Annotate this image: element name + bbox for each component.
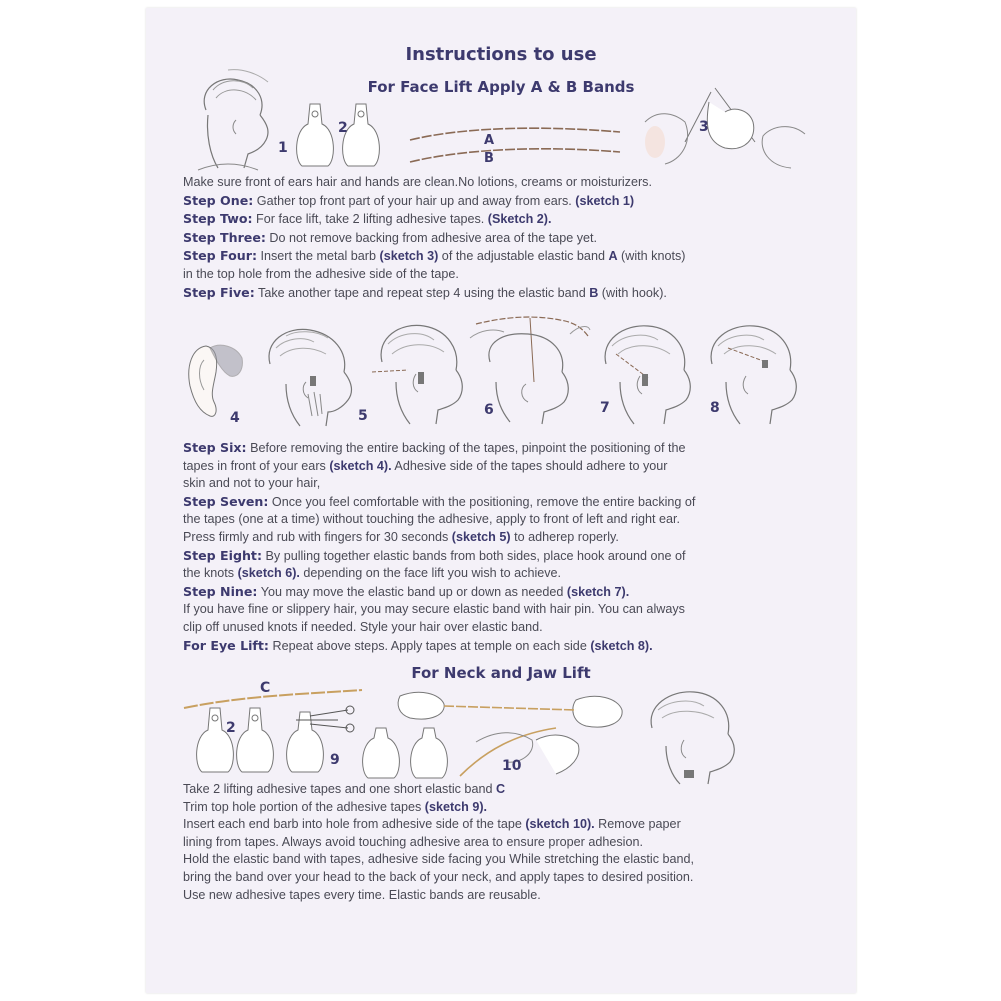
neck-jaw-heading: For Neck and Jaw Lift [411, 664, 591, 682]
sketch-1-head-illustration [188, 70, 278, 174]
sketch-number: 9 [330, 752, 340, 768]
neck-line-1: Take 2 lifting adhesive tapes and one short elastic band C [183, 782, 506, 796]
step-eight-cont: the knots (sketch 6). depending on the face lift you wish to achieve. [183, 566, 562, 581]
step-seven-cont2: Press firmly and rub with fingers for 30 seconds (sketch 5) to adherep roperly. [183, 529, 619, 544]
face-lift-heading: For Face Lift Apply A & B Bands [367, 78, 635, 96]
sketch-number: 1 [278, 140, 288, 156]
steps-six-to-nine-text [183, 439, 833, 655]
neck-line-2: Trim top hole portion of the adhesive tapes (sketch 9). [183, 799, 488, 814]
step-three: Step Three: Do not remove backing from adhesive area of the tape yet. [183, 229, 598, 245]
fine-hair-note: If you have fine or slippery hair, you may secure elastic band with hair pin. You can always [183, 602, 685, 617]
sketch-number: 8 [710, 400, 720, 416]
neck-lift-head-illustration [644, 688, 740, 786]
sketch-number: 10 [502, 758, 522, 774]
band-a-label: A [484, 133, 495, 148]
sketch-number: 6 [484, 402, 494, 418]
neck-line-6: bring the band over your head to the back of your neck, and apply tapes to desired position. [183, 869, 694, 884]
sketch-5-head-pressing-tape [256, 324, 360, 428]
neck-line-4: lining from tapes. Always avoid touching adhesive area to ensure proper adhesion. [183, 834, 643, 849]
step-nine: Step Nine: You may move the elastic band up or down as needed (sketch 7). [183, 583, 630, 599]
neck-lift-text [183, 781, 833, 904]
eye-lift: For Eye Lift: Repeat above steps. Apply tapes at temple on each side (sketch 8). [183, 637, 653, 653]
sketch-number: 3 [699, 119, 709, 135]
neck-line-3: Insert each end barb into hole from adhesive side of the tape (sketch 10). Remove paper [183, 817, 681, 832]
step-four-cont: in the top hole from the adhesive side of the tape. [183, 266, 459, 281]
step-six-cont: tapes in front of your ears (sketch 4). Adhesive side of the tapes should adhere to your [183, 458, 668, 473]
step-eight: Step Eight: By pulling together elastic bands from both sides, place hook around one of [183, 547, 686, 563]
step-six: Step Six: Before removing the entire backing of the tapes, pinpoint the positioning of the [183, 440, 686, 455]
step-four: Step Four: Insert the metal barb (sketch 3) of the adjustable elastic band A (with knots) [183, 248, 686, 264]
band-b-label: B [484, 151, 494, 166]
sketch-number: 5 [358, 408, 368, 424]
sketch-3-hands-inserting-barb [645, 82, 805, 174]
sketch-5b-head-side [372, 320, 468, 426]
neck-line-7: Use new adhesive tapes every time. Elastic bands are reusable. [183, 887, 541, 902]
fine-hair-note-cont: clip off unused knots if needed. Style your hair over elastic band. [183, 619, 543, 634]
sketch-number: 7 [600, 400, 610, 416]
sketch-number: 4 [230, 410, 240, 426]
page-title: Instructions to use [405, 44, 597, 65]
intro-line: Make sure front of ears hair and hands are clean.No lotions, creams or moisturizers. [183, 175, 652, 189]
elastic-bands-a-b [408, 118, 623, 166]
sketch-7-head-band-position [596, 320, 696, 426]
face-lift-text [183, 174, 833, 302]
neck-line-5: Hold the elastic band with tapes, adhesive side facing you While stretching the elastic band, [183, 852, 695, 867]
band-c-label: C [260, 680, 271, 696]
step-one: Step One: Gather top front part of your hair up and away from ears. (sketch 1) [183, 192, 635, 208]
sketch-number: 2 [338, 120, 348, 136]
step-six-cont2: skin and not to your hair, [183, 476, 321, 491]
step-seven-cont: the tapes (one at a time) without touching the adhesive, apply to front of left and right ear. [183, 512, 681, 527]
sketch-number: 2 [226, 720, 236, 736]
step-five: Step Five: Take another tape and repeat step 4 using the elastic band B (with hook). [183, 284, 667, 300]
step-two: Step Two: For face lift, take 2 lifting adhesive tapes. (Sketch 2). [183, 211, 552, 227]
sketch-4-ear-illustration [186, 336, 246, 420]
step-seven: Step Seven: Once you feel comfortable with the positioning, remove the entire backing of [183, 493, 696, 509]
